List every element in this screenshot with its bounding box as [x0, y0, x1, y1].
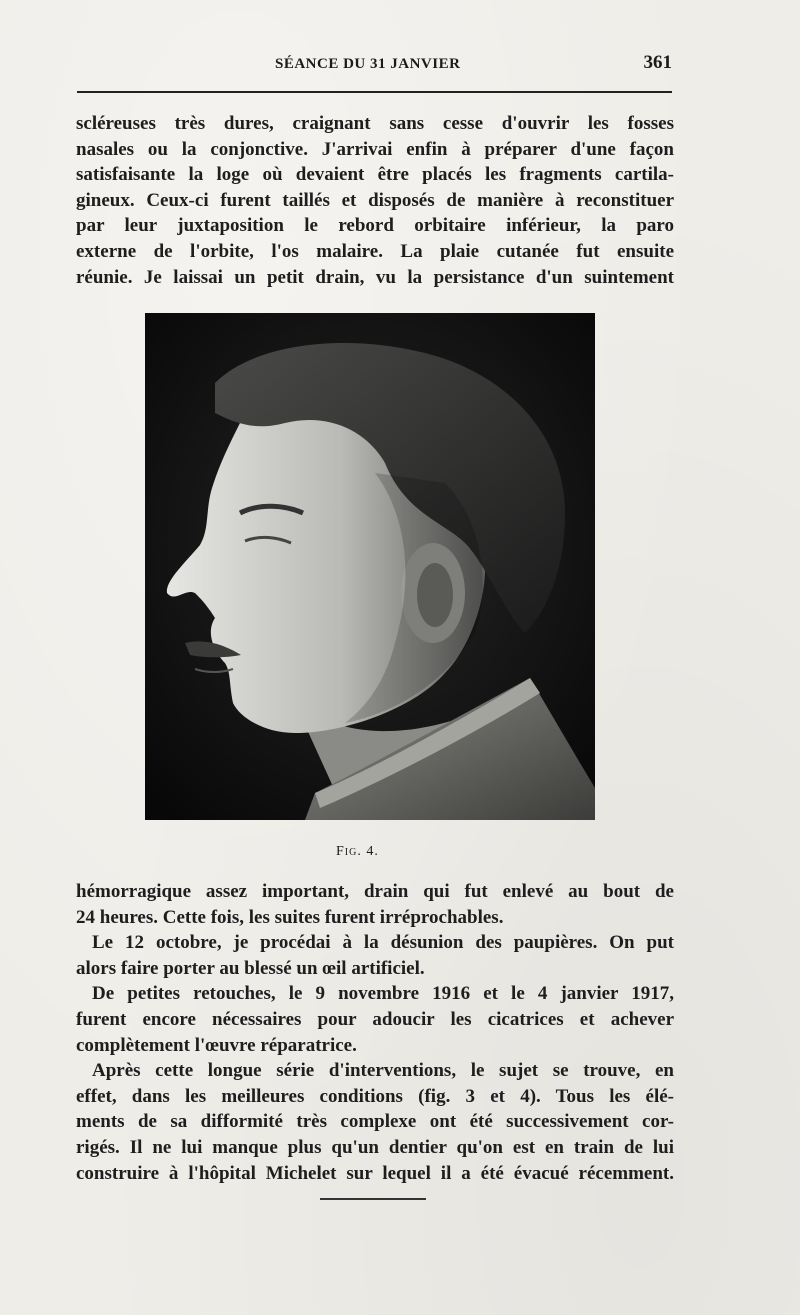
text-line: ments de sa difformité très complexe ont été successivement cor- [76, 1111, 674, 1133]
top-paragraph [76, 111, 674, 290]
page-number: 361 [643, 52, 672, 73]
end-rule [320, 1198, 426, 1200]
text-line: alors faire porter au blessé un œil artificiel. [76, 957, 425, 979]
text-line: externe de l'orbite, l'os malaire. La plaie cutanée fut ensuite [76, 240, 674, 262]
text-line: satisfaisante la loge où devaient être placés les fragments cartila- [76, 164, 674, 186]
text-line: Le 12 octobre, je procédai à la désunion des paupières. On put [92, 932, 674, 954]
text-line: complètement l'œuvre réparatrice. [76, 1034, 357, 1056]
text-line: furent encore nécessaires pour adoucir les cicatrices et achever [76, 1008, 674, 1030]
bottom-paragraphs [76, 879, 674, 1186]
text-line: hémorragique assez important, drain qui fut enlevé au bout de [76, 881, 674, 902]
figure-caption: Fig. 4. [336, 844, 379, 859]
text-line: construire à l'hôpital Michelet sur lequel il a été évacué récemment. [76, 1162, 674, 1184]
text-line: De petites retouches, le 9 novembre 1916 et le 4 janvier 1917, [92, 983, 674, 1005]
text-line: rigés. Il ne lui manque plus qu'un dentier qu'on est en train de lui [76, 1136, 674, 1158]
text-line: par leur juxtaposition le rebord orbitaire inférieur, la paro [76, 215, 674, 237]
text-line: effet, dans les meilleures conditions (fig. 3 et 4). Tous les élé- [76, 1085, 674, 1107]
running-header [75, 50, 672, 80]
text-line: nasales ou la conjonctive. J'arrivai enfin à préparer d'une façon [76, 138, 674, 160]
portrait-photograph [145, 313, 595, 820]
text-line: 24 heures. Cette fois, les suites furent irréprochables. [76, 906, 504, 928]
text-line: gineux. Ceux-ci furent taillés et disposés de manière à reconstituer [76, 189, 674, 211]
text-line: Après cette longue série d'interventions, le sujet se trouve, en [92, 1060, 674, 1082]
text-line: scléreuses très dures, craignant sans cesse d'ouvrir les fosses [76, 113, 674, 134]
text-line: réunie. Je laissai un petit drain, vu la persistance d'un suintement [76, 266, 674, 288]
header-rule [77, 91, 672, 93]
running-title: SÉANCE DU 31 JANVIER [275, 56, 461, 72]
